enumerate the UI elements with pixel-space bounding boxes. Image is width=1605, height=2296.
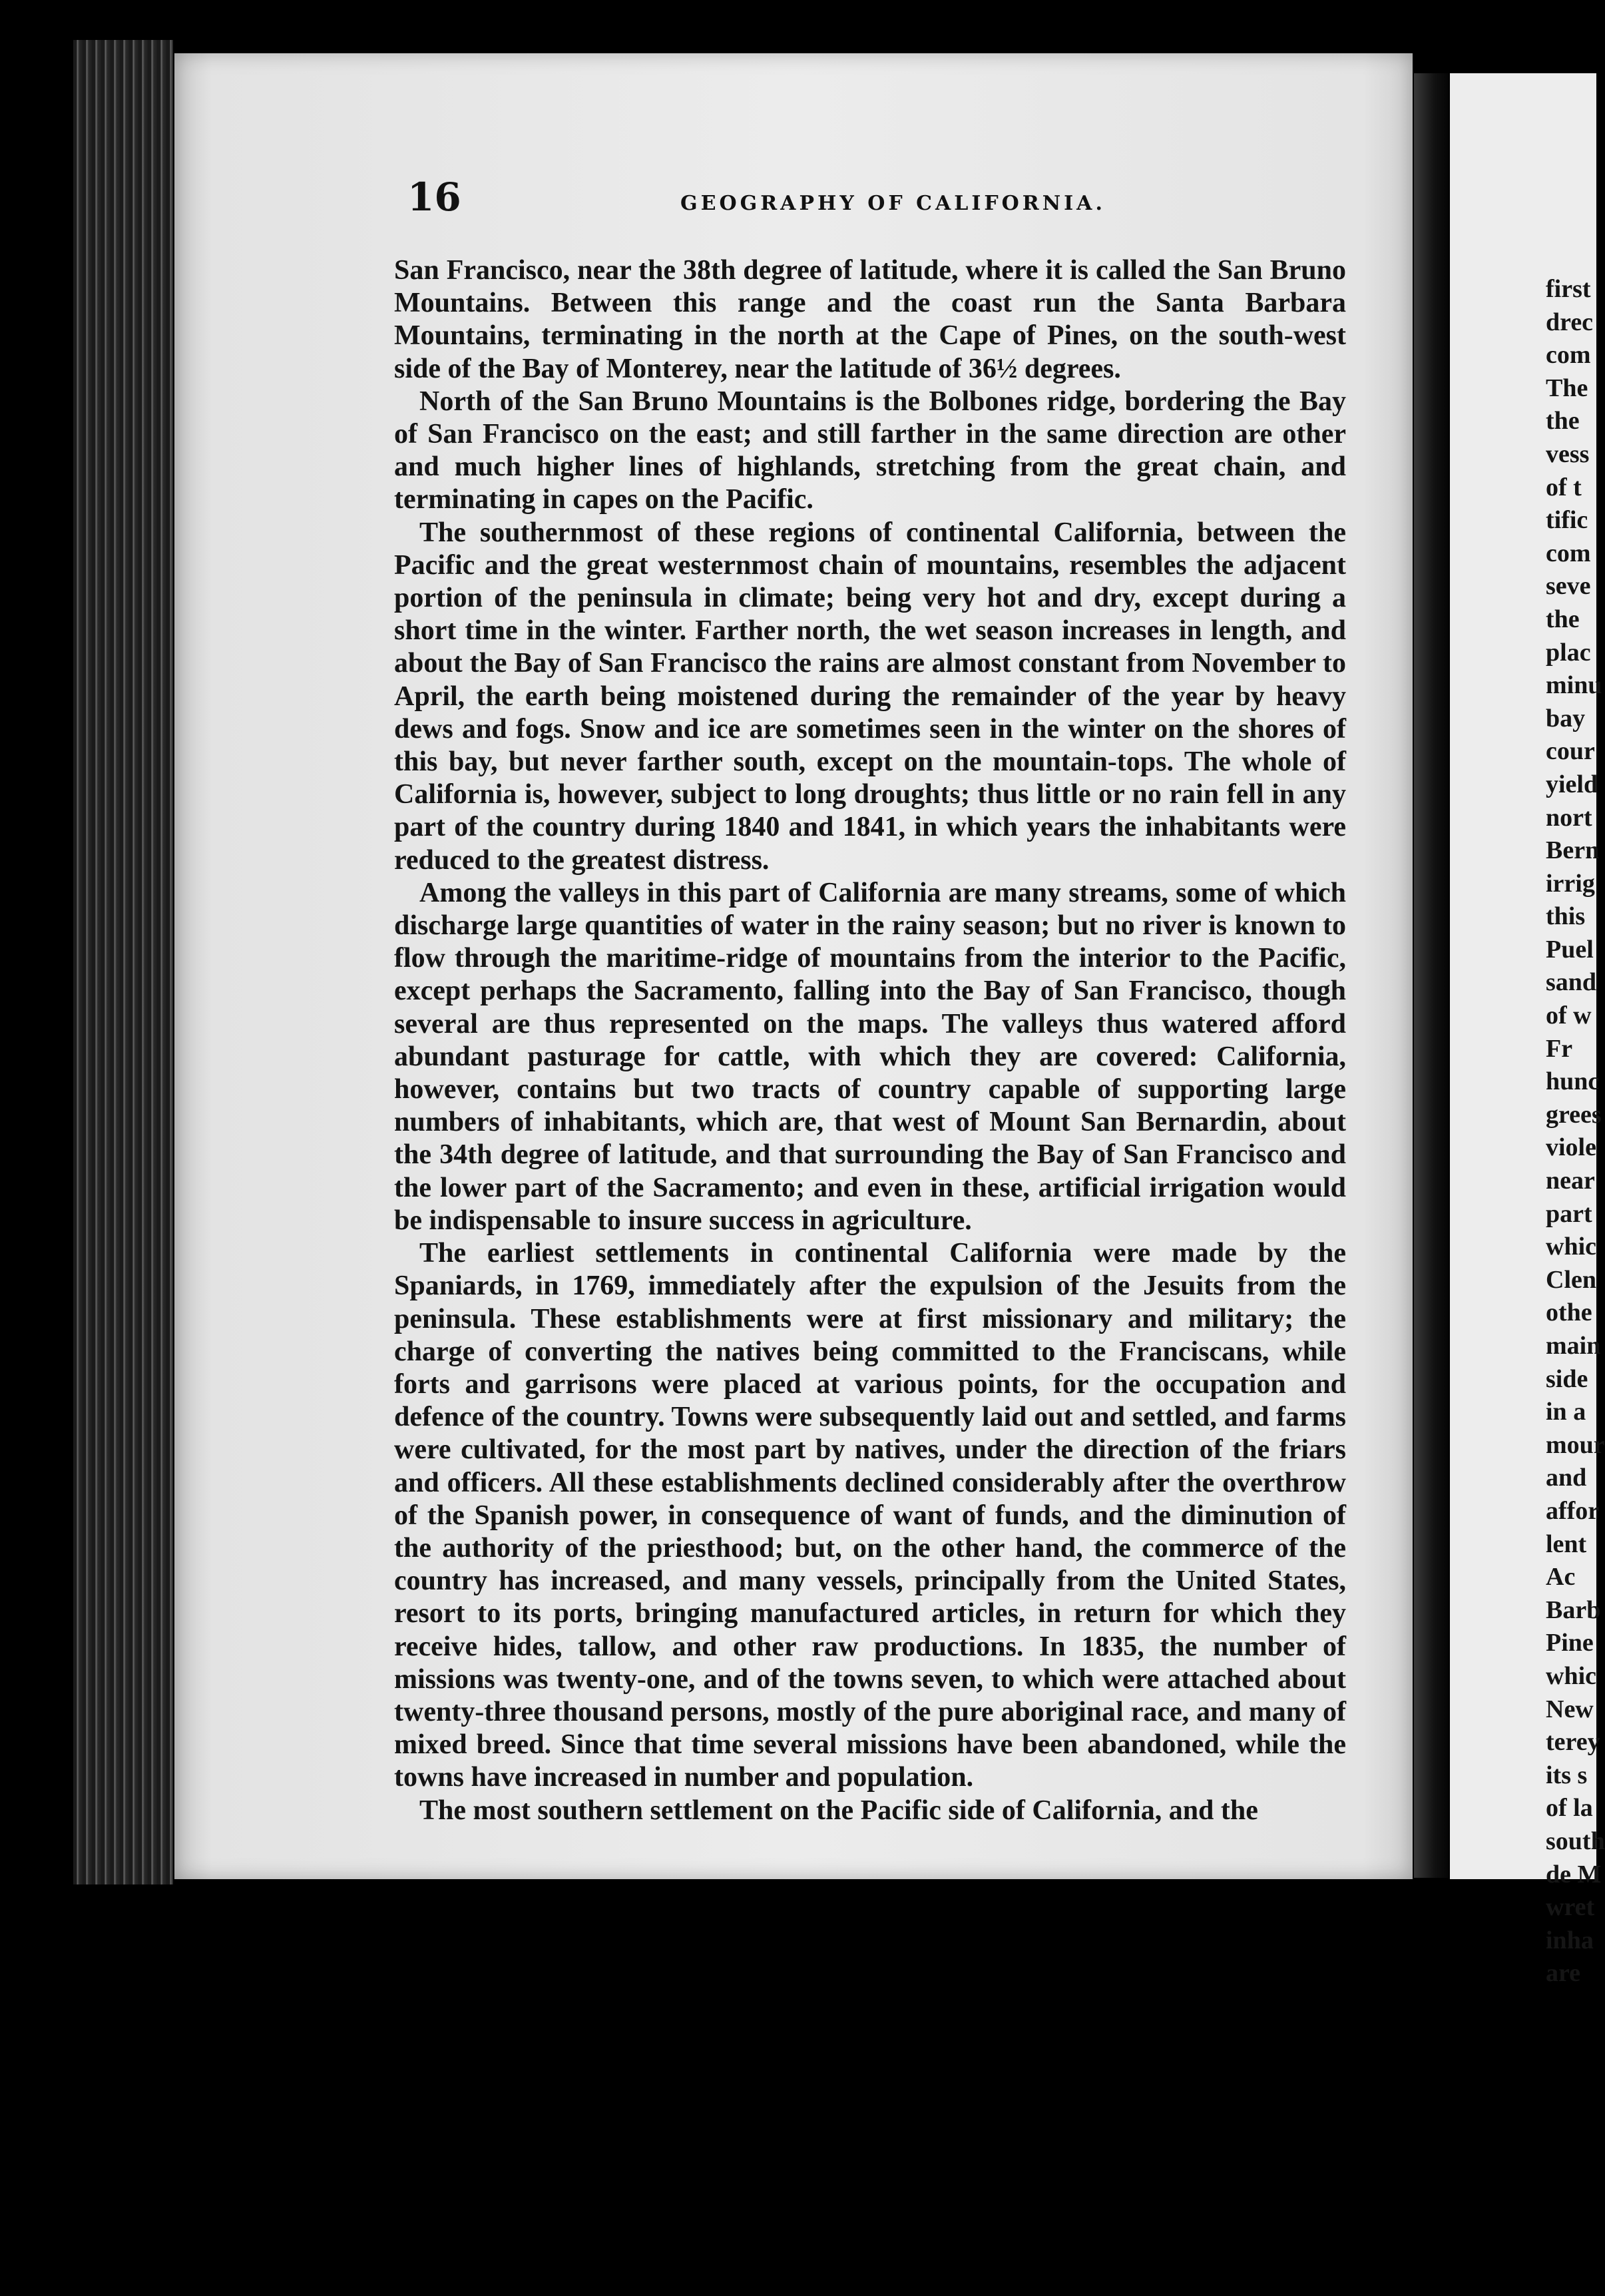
facing-page-line-fragment: com bbox=[1546, 341, 1591, 370]
facing-page-line-fragment: nort bbox=[1546, 803, 1592, 832]
facing-page-line-fragment: lent bbox=[1546, 1530, 1587, 1558]
facing-page-line-fragment: The bbox=[1546, 374, 1588, 402]
facing-page-line-fragment: othe bbox=[1546, 1298, 1592, 1327]
facing-page-line-fragment: New bbox=[1546, 1695, 1594, 1723]
facing-page-line-fragment: cour bbox=[1546, 737, 1595, 766]
facing-page-line-fragment: of la bbox=[1546, 1794, 1593, 1823]
facing-page-line-fragment: bay bbox=[1546, 704, 1586, 732]
facing-page-line-fragment: Pine bbox=[1546, 1629, 1594, 1657]
facing-page-line-fragment: main bbox=[1546, 1332, 1601, 1360]
facing-page-line-fragment: whic bbox=[1546, 1661, 1596, 1690]
paragraph: The most southern settlement on the Pacific side of California, and the bbox=[419, 1795, 1258, 1826]
paragraph: The southernmost of these regions of continental California, between the Pacific and the great westernmost chain of mountains, resembles the adjacent portion of the peninsula in climate; being very hot and dry, except during a short time in the winter. Farther north, the wet season increases in length, and about the Bay of San Francisco the rains are almost constant from November to April, the earth being moistened during the remainder of the year by heavy dews and fogs. Snow and ice are sometimes seen in the winter on the shores of this bay, but never farther south, except on the mountain-tops. The whole of California is, however, subject to long droughts; thus little or no rain fell in any part of the country during 1840 and 1841, in which years the inhabitants were reduced to the greatest distress. bbox=[394, 517, 1346, 876]
page-gutter bbox=[1414, 73, 1449, 1878]
facing-page-line-fragment: plac bbox=[1546, 638, 1591, 667]
facing-page-line-fragment: in a bbox=[1546, 1398, 1586, 1426]
paragraph: North of the San Bruno Mountains is the Bolbones ridge, bordering the Bay of San Francisco on the east; and still farther in the same direction are other and much higher lines of highlands, stretching from the great chain, and terminating in capes on the Pacific. bbox=[394, 386, 1346, 515]
facing-page-line-fragment: de M bbox=[1546, 1860, 1602, 1888]
facing-page-line-fragment: Puel bbox=[1546, 935, 1594, 964]
facing-page-line-fragment: tific bbox=[1546, 506, 1588, 535]
facing-page-line-fragment: mour bbox=[1546, 1430, 1605, 1459]
body-text bbox=[394, 254, 1346, 1827]
paragraph: Among the valleys in this part of California are many streams, some of which discharge large quantities of water in the rainy season; but no river is known to flow through the maritime-ridge of mountains from the interior to the Pacific, except perhaps the Sacramento, falling into the Bay of San Francisco, though several are thus represented on the maps. The valleys thus watered afford abundant pasturage for cattle, with which they are covered: California, however, contains but two tracts of country capable of supporting large numbers of inhabitants, which are, that west of Mount San Bernardin, about the 34th degree of latitude, and that surrounding the Bay of San Francisco and the lower part of the Sacramento; and even in these, artificial irrigation would be indispensable to insure success in agriculture. bbox=[394, 877, 1346, 1236]
facing-page-line-fragment: com bbox=[1546, 539, 1591, 567]
facing-page-line-fragment: hunc bbox=[1546, 1067, 1600, 1096]
facing-page-line-fragment: inha bbox=[1546, 1926, 1594, 1954]
facing-page-line-fragment: first bbox=[1546, 275, 1591, 303]
facing-page-line-fragment: Barb bbox=[1546, 1595, 1601, 1624]
facing-page-line-fragment: its s bbox=[1546, 1761, 1588, 1789]
facing-page-line-fragment: near bbox=[1546, 1167, 1595, 1195]
facing-page-line-fragment: Bern bbox=[1546, 836, 1600, 865]
facing-page-line-fragment: yield bbox=[1546, 770, 1598, 798]
facing-page-line-fragment: of t bbox=[1546, 473, 1582, 501]
facing-page-line-fragment: the bbox=[1546, 407, 1580, 435]
facing-page-line-fragment: viole bbox=[1546, 1133, 1596, 1162]
facing-page-line-fragment: drec bbox=[1546, 308, 1594, 336]
facing-page-line-fragment: grees bbox=[1546, 1100, 1602, 1129]
facing-page-line-fragment: the bbox=[1546, 605, 1580, 633]
facing-page-line-fragment: sand bbox=[1546, 968, 1597, 997]
facing-page-line-fragment: minu bbox=[1546, 671, 1602, 700]
facing-page-line-fragment: Ac bbox=[1546, 1563, 1576, 1591]
page-title: GEOGRAPHY OF CALIFORNIA. bbox=[680, 192, 1106, 215]
facing-page-line-fragment: and bbox=[1546, 1464, 1587, 1492]
facing-page-line-fragment: seve bbox=[1546, 572, 1591, 601]
facing-page-line-fragment: are bbox=[1546, 1959, 1581, 1988]
facing-page-line-fragment: south bbox=[1546, 1827, 1605, 1855]
facing-page-line-fragment: wret bbox=[1546, 1893, 1595, 1922]
facing-page-line-fragment: side bbox=[1546, 1364, 1588, 1393]
paragraph: The earliest settlements in continental California were made by the Spaniards, in 1769, immediately after the expulsion of the Jesuits from the peninsula. These establishments were at first missionary and military; the charge of converting the natives being committed to the Franciscans, while forts and garrisons were placed at various points, for the occupation and defence of the country. Towns were subsequently laid out and settled, and farms were cultivated, for the most part by natives, under the direction of the friars and officers. All these establishments declined considerably after the overthrow of the Spanish power, in consequence of want of funds, and the diminution of the authority of the priesthood; but, on the other hand, the commerce of the country has increased, and many vessels, principally from the United States, resort to its ports, bringing manufactured articles, in return for which they receive hides, tallow, and other raw productions. In 1835, the number of missions was twenty-one, and of the towns seven, to which were attached about twenty-three thousand persons, mostly of the pure aboriginal race, and many of mixed breed. Since that time several missions have been abandoned, while the towns have increased in number and population. bbox=[394, 1238, 1346, 1793]
facing-page-line-fragment: Clen bbox=[1546, 1265, 1596, 1294]
facing-page-line-fragment: irrig bbox=[1546, 869, 1595, 898]
facing-page-line-fragment: terey bbox=[1546, 1728, 1600, 1757]
facing-page-line-fragment: vess bbox=[1546, 439, 1590, 468]
facing-page-line-fragment: this bbox=[1546, 902, 1586, 931]
facing-page-text bbox=[1546, 273, 1605, 1990]
facing-page-line-fragment: part bbox=[1546, 1199, 1592, 1228]
running-head bbox=[407, 174, 1326, 228]
facing-page-line-fragment: Fr bbox=[1546, 1034, 1573, 1063]
paragraph: San Francisco, near the 38th degree of latitude, where it is called the San Bruno Mountains. Between this range and the coast run the Santa Barbara Mountains, terminating in the north at the Cape of Pines, on the south-west side of the Bay of Monterey, near the latitude of 36½ degrees. bbox=[394, 255, 1346, 384]
book-binding-edge bbox=[73, 40, 173, 1884]
facing-page-line-fragment: affor bbox=[1546, 1496, 1600, 1525]
page-number: 16 bbox=[407, 174, 461, 220]
facing-page-line-fragment: whic bbox=[1546, 1233, 1596, 1261]
facing-page-line-fragment: of w bbox=[1546, 1002, 1592, 1030]
